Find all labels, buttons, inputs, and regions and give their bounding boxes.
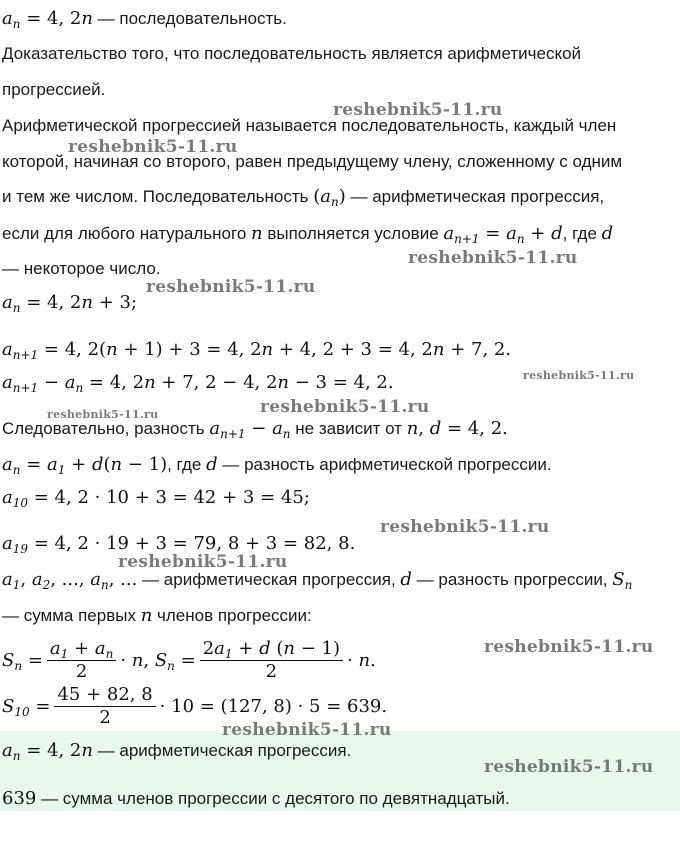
- line-definition-2: которой, начиная со второго, равен предыдущему члену, сложенному с одним: [2, 152, 623, 171]
- line-proof-heading-2: прогрессией.: [2, 80, 106, 99]
- formula-difference: $a_{n+1} - a_n = 4$, 2n + 7, 2 − 4, 2n − 3 = 4, 2.: [2, 372, 394, 395]
- line-proof-heading: Доказательство того, что последовательность является арифметической: [2, 44, 582, 63]
- watermark: reshebnik5-11.ru: [222, 720, 392, 740]
- line-definition-3: и тем же числом. Последовательность $(a_n)$ — арифметическая прогрессия,: [2, 186, 605, 209]
- formula-general-term: $a_n = a_1 + d(n - 1)$, где d — разность арифметической прогрессии.: [2, 454, 552, 477]
- watermark: reshebnik5-11.ru: [408, 248, 578, 268]
- answer-line-1: $a_n = 4$, 2n — арифметическая прогрессия.: [2, 740, 352, 763]
- watermark: reshebnik5-11.ru: [118, 552, 288, 572]
- line-definition-5: — некоторое число.: [2, 259, 161, 278]
- formula-a19: $a_{19} = 4$, 2 · 19 + 3 = 79, 8 + 3 = 82, 8.: [2, 533, 356, 556]
- formula-a10: $a_{10} = 4$, 2 · 10 + 3 = 42 + 3 = 45;: [2, 487, 310, 510]
- line-sequence: $a_n = 4$, 2n — последовательность.: [2, 8, 287, 31]
- formula-s10: $S_{10}$ = $\frac{45 + 82, 8}{2}$ · 10 = (127, 8) · 5 = 639.: [2, 684, 388, 728]
- watermark: reshebnik5-11.ru: [484, 757, 654, 777]
- formula-an: $a_n = 4$, 2n + 3;: [2, 292, 138, 315]
- watermark: reshebnik5-11.ru: [333, 100, 503, 120]
- watermark: reshebnik5-11.ru: [68, 137, 238, 157]
- watermark: reshebnik5-11.ru: [484, 637, 654, 657]
- line-sequence-terms: $a_1$, $a_2$, ..., $a_n$, ... — арифметическая прогрессия, d — разность прогрессии, $S_n$: [2, 569, 633, 592]
- line-definition-1: Арифметической прогрессией называется последовательность, каждый член: [2, 116, 617, 135]
- watermark: reshebnik5-11.ru: [47, 408, 159, 421]
- watermark: reshebnik5-11.ru: [523, 369, 635, 382]
- line-sum-label: — сумма первых n членов прогрессии:: [2, 605, 312, 626]
- formula-sum: $S_n$ = $\frac{a_1 + a_n}{2}$ · n, $S_n$ = $\frac{2a_1 + d (n - 1)}{2}$ · n.: [2, 638, 376, 682]
- line-conclusion: Следовательно, разность $a_{n+1} - a_n$ не зависит от n, d = 4, 2.: [2, 418, 508, 441]
- line-definition-4: если для любого натурального n выполняется условие $a_{n+1} = a_n + d$, где d: [2, 223, 614, 246]
- watermark: reshebnik5-11.ru: [380, 517, 550, 537]
- answer-line-2: 639 — сумма членов прогрессии с десятого по девятнадцатый.: [2, 788, 510, 809]
- watermark: reshebnik5-11.ru: [260, 397, 430, 417]
- watermark: reshebnik5-11.ru: [146, 277, 316, 297]
- formula-an1: $a_{n+1} = 4$, 2(n + 1) + 3 = 4, 2n + 4, 2 + 3 = 4, 2n + 7, 2.: [2, 339, 512, 362]
